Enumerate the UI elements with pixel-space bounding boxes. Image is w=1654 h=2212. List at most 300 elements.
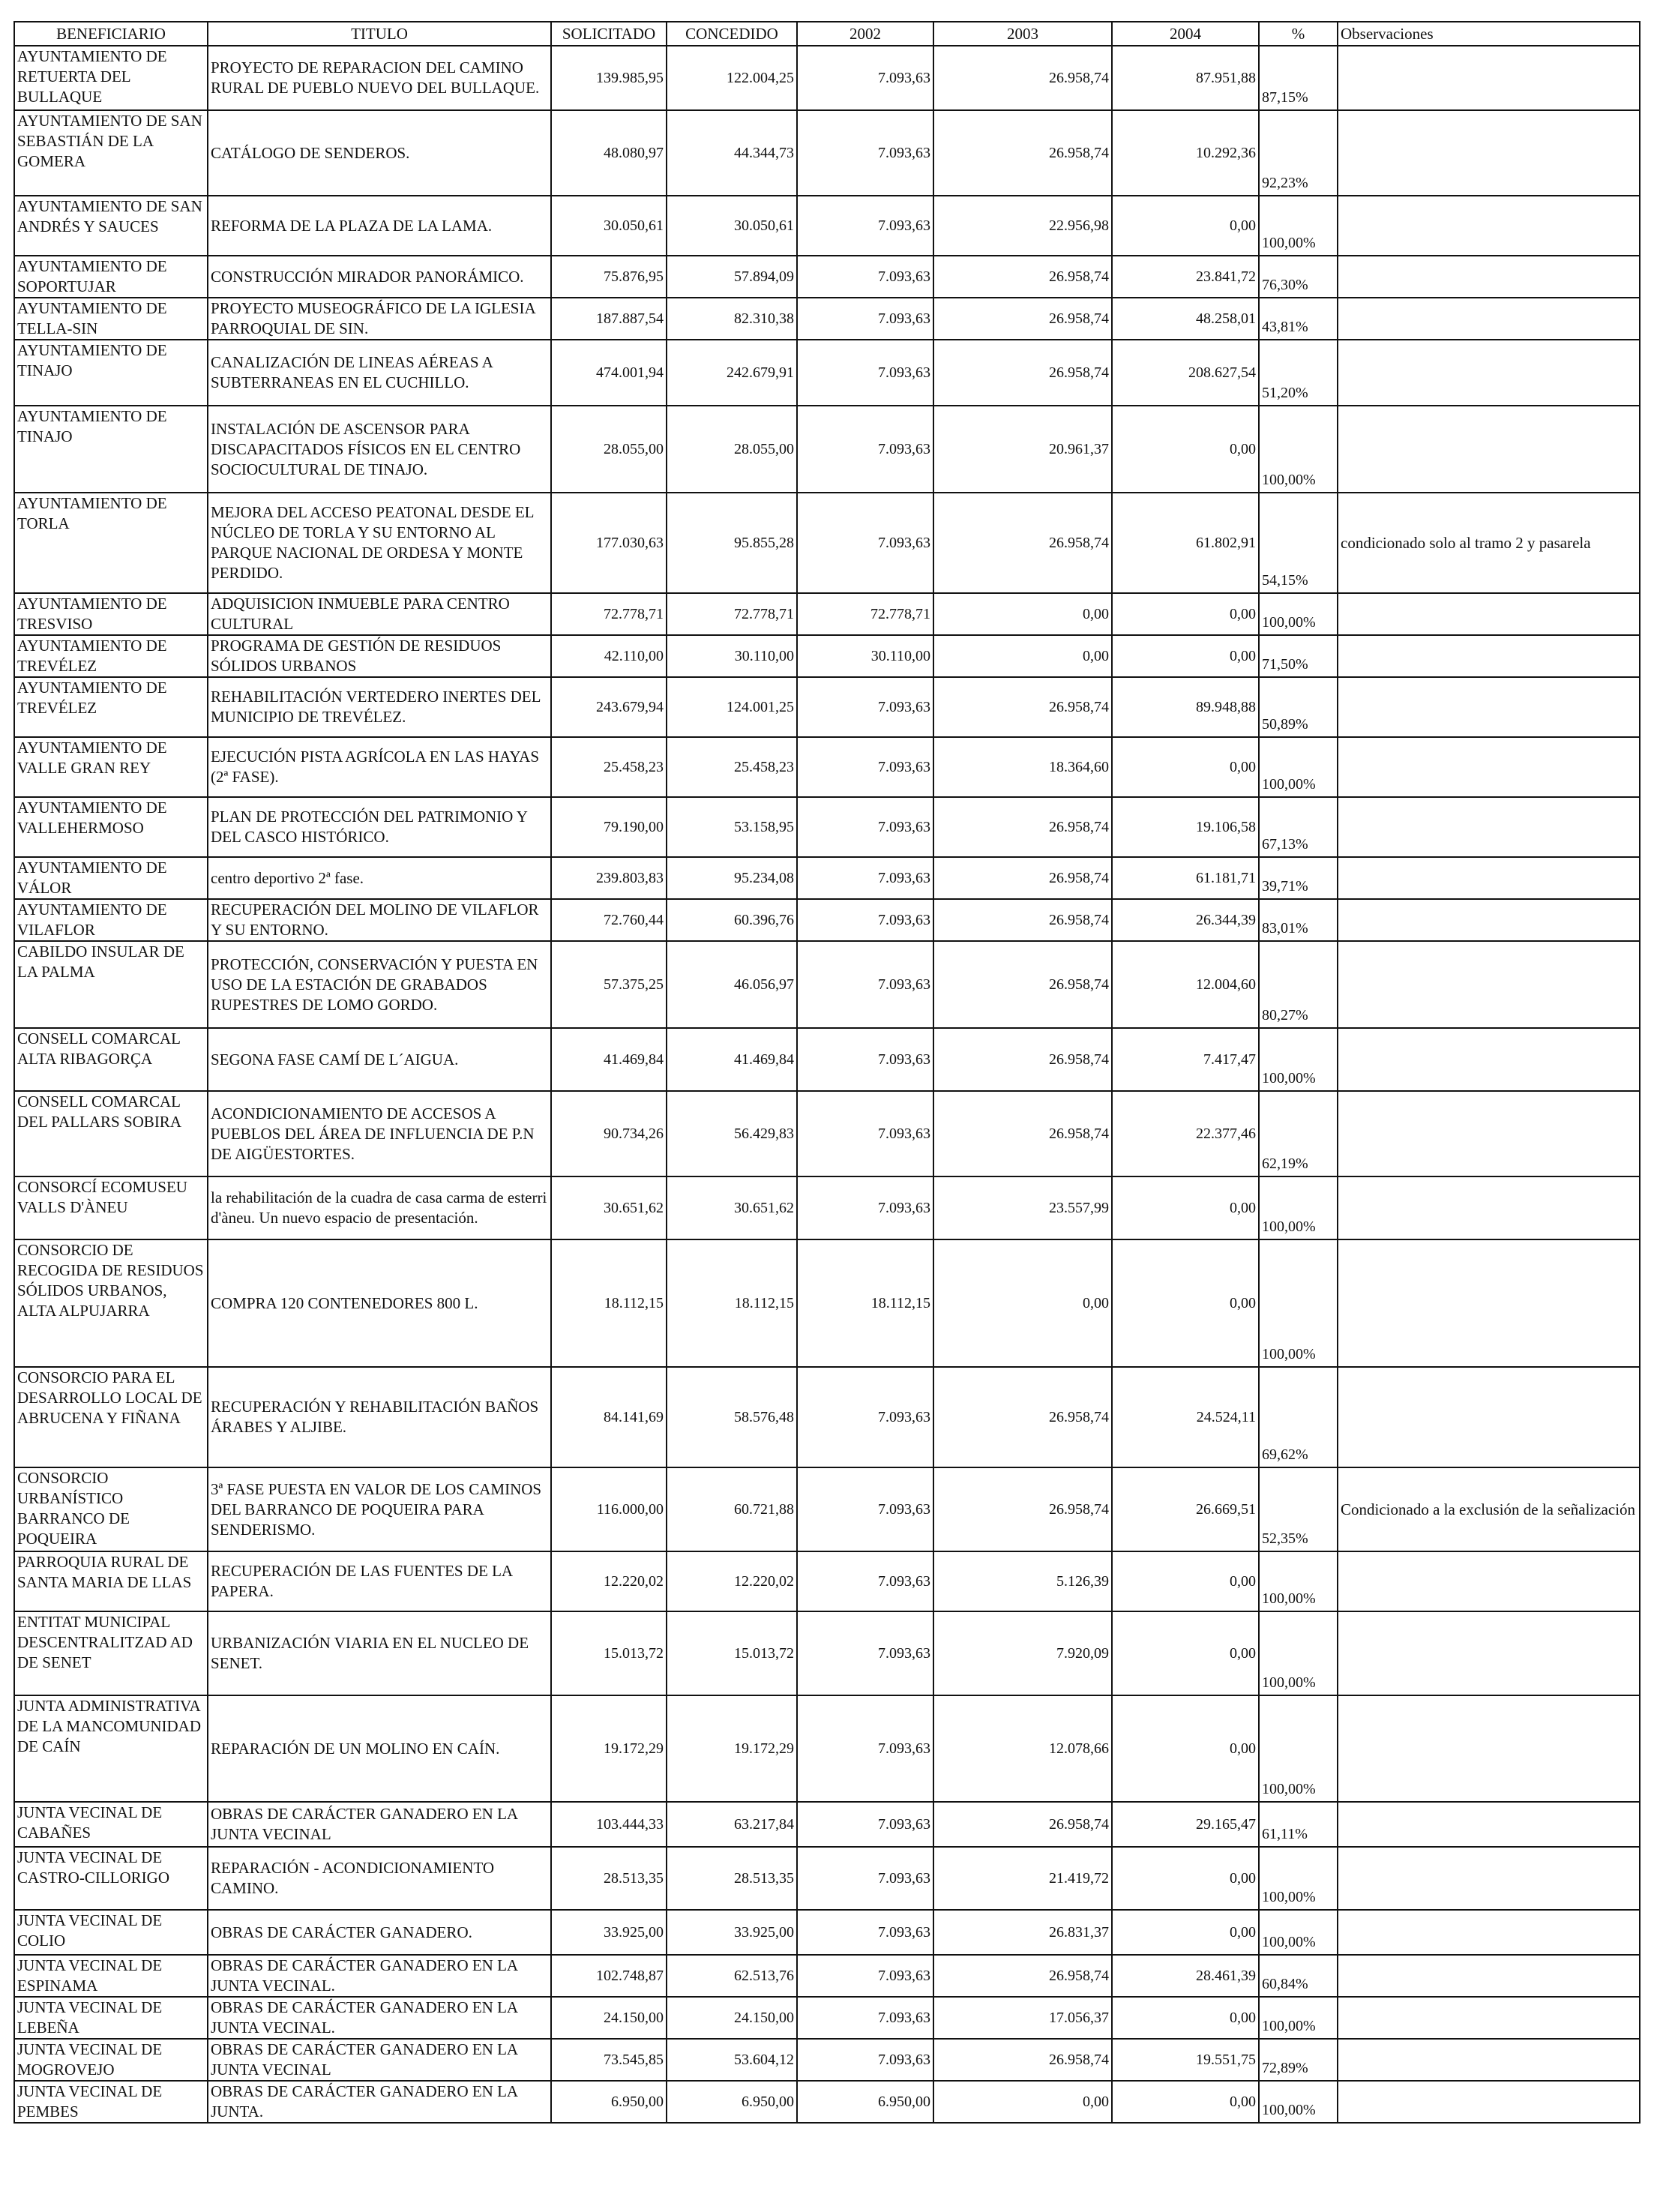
- cell-concedido: 44.344,73: [667, 110, 797, 196]
- cell-percent: 100,00%: [1259, 2081, 1338, 2123]
- cell-2002: 7.093,63: [797, 899, 933, 941]
- cell-observaciones: [1338, 1695, 1640, 1802]
- cell-observaciones: [1338, 1091, 1640, 1176]
- cell-beneficiario: JUNTA ADMINISTRATIVA DE LA MANCOMUNIDAD DE CAÍN: [14, 1695, 208, 1802]
- cell-2004: 61.181,71: [1112, 857, 1259, 899]
- cell-percent: 100,00%: [1259, 1910, 1338, 1955]
- cell-observaciones: [1338, 46, 1640, 110]
- header-beneficiario: BENEFICIARIO: [14, 22, 208, 46]
- cell-beneficiario: ENTITAT MUNICIPAL DESCENTRALITZAD AD DE SENET: [14, 1611, 208, 1695]
- cell-observaciones: [1338, 635, 1640, 677]
- cell-beneficiario: JUNTA VECINAL DE CASTRO-CILLORIGO: [14, 1847, 208, 1910]
- table-row: [14, 406, 1640, 493]
- cell-concedido: 53.604,12: [667, 2039, 797, 2081]
- cell-solicitado: 243.679,94: [551, 677, 667, 737]
- cell-concedido: 53.158,95: [667, 797, 797, 857]
- cell-observaciones: [1338, 196, 1640, 256]
- cell-solicitado: 48.080,97: [551, 110, 667, 196]
- cell-titulo: PLAN DE PROTECCIÓN DEL PATRIMONIO Y DEL CASCO HISTÓRICO.: [208, 797, 551, 857]
- cell-observaciones: [1338, 1847, 1640, 1910]
- cell-2002: 7.093,63: [797, 1611, 933, 1695]
- cell-2004: 7.417,47: [1112, 1028, 1259, 1091]
- cell-2003: 21.419,72: [933, 1847, 1112, 1910]
- cell-beneficiario: AYUNTAMIENTO DE TINAJO: [14, 406, 208, 493]
- cell-concedido: 15.013,72: [667, 1611, 797, 1695]
- cell-observaciones: [1338, 1955, 1640, 1997]
- cell-concedido: 58.576,48: [667, 1367, 797, 1467]
- cell-percent: 51,20%: [1259, 340, 1338, 406]
- cell-2004: 0,00: [1112, 406, 1259, 493]
- header-2002: 2002: [797, 22, 933, 46]
- cell-2004: 0,00: [1112, 1611, 1259, 1695]
- cell-beneficiario: JUNTA VECINAL DE MOGROVEJO: [14, 2039, 208, 2081]
- cell-beneficiario: AYUNTAMIENTO DE TRESVISO: [14, 593, 208, 635]
- cell-2003: 26.958,74: [933, 941, 1112, 1028]
- cell-beneficiario: JUNTA VECINAL DE CABAÑES: [14, 1802, 208, 1847]
- cell-2004: 89.948,88: [1112, 677, 1259, 737]
- cell-percent: 83,01%: [1259, 899, 1338, 941]
- table-row: [14, 1955, 1640, 1997]
- cell-solicitado: 84.141,69: [551, 1367, 667, 1467]
- cell-2002: 7.093,63: [797, 298, 933, 340]
- header-observaciones: Observaciones: [1338, 22, 1640, 46]
- cell-solicitado: 30.651,62: [551, 1176, 667, 1239]
- cell-titulo: 3ª FASE PUESTA EN VALOR DE LOS CAMINOS DEL BARRANCO DE POQUEIRA PARA SENDERISMO.: [208, 1467, 551, 1551]
- cell-solicitado: 41.469,84: [551, 1028, 667, 1091]
- cell-beneficiario: AYUNTAMIENTO DE TORLA: [14, 493, 208, 593]
- cell-percent: 100,00%: [1259, 1695, 1338, 1802]
- table-row: [14, 1176, 1640, 1239]
- cell-2003: 26.958,74: [933, 677, 1112, 737]
- cell-beneficiario: AYUNTAMIENTO DE TINAJO: [14, 340, 208, 406]
- cell-observaciones: [1338, 406, 1640, 493]
- cell-concedido: 60.396,76: [667, 899, 797, 941]
- header-2003: 2003: [933, 22, 1112, 46]
- cell-percent: 71,50%: [1259, 635, 1338, 677]
- cell-percent: 52,35%: [1259, 1467, 1338, 1551]
- cell-percent: 87,15%: [1259, 46, 1338, 110]
- cell-percent: 39,71%: [1259, 857, 1338, 899]
- cell-solicitado: 116.000,00: [551, 1467, 667, 1551]
- cell-solicitado: 42.110,00: [551, 635, 667, 677]
- cell-percent: 50,89%: [1259, 677, 1338, 737]
- cell-percent: 100,00%: [1259, 737, 1338, 797]
- cell-concedido: 12.220,02: [667, 1551, 797, 1611]
- cell-2002: 7.093,63: [797, 1847, 933, 1910]
- cell-percent: 43,81%: [1259, 298, 1338, 340]
- cell-solicitado: 28.055,00: [551, 406, 667, 493]
- cell-beneficiario: AYUNTAMIENTO DE VILAFLOR: [14, 899, 208, 941]
- cell-2002: 72.778,71: [797, 593, 933, 635]
- cell-titulo: REHABILITACIÓN VERTEDERO INERTES DEL MUNICIPIO DE TREVÉLEZ.: [208, 677, 551, 737]
- cell-2002: 7.093,63: [797, 196, 933, 256]
- table-row: [14, 1695, 1640, 1802]
- cell-2003: 17.056,37: [933, 1997, 1112, 2039]
- table-row: [14, 2039, 1640, 2081]
- cell-solicitado: 73.545,85: [551, 2039, 667, 2081]
- cell-2004: 87.951,88: [1112, 46, 1259, 110]
- cell-2002: 7.093,63: [797, 1467, 933, 1551]
- cell-beneficiario: AYUNTAMIENTO DE RETUERTA DEL BULLAQUE: [14, 46, 208, 110]
- cell-2004: 22.377,46: [1112, 1091, 1259, 1176]
- cell-observaciones: [1338, 1910, 1640, 1955]
- cell-titulo: ADQUISICION INMUEBLE PARA CENTRO CULTURAL: [208, 593, 551, 635]
- cell-2002: 30.110,00: [797, 635, 933, 677]
- cell-solicitado: 139.985,95: [551, 46, 667, 110]
- cell-2002: 7.093,63: [797, 1176, 933, 1239]
- cell-titulo: PROGRAMA DE GESTIÓN DE RESIDUOS SÓLIDOS URBANOS: [208, 635, 551, 677]
- cell-2003: 26.958,74: [933, 1028, 1112, 1091]
- cell-beneficiario: CONSORCÍ ECOMUSEU VALLS D'ÀNEU: [14, 1176, 208, 1239]
- cell-solicitado: 75.876,95: [551, 256, 667, 298]
- cell-2003: 26.958,74: [933, 46, 1112, 110]
- cell-2002: 7.093,63: [797, 493, 933, 593]
- cell-percent: 100,00%: [1259, 1611, 1338, 1695]
- cell-observaciones: [1338, 1611, 1640, 1695]
- cell-beneficiario: PARROQUIA RURAL DE SANTA MARIA DE LLAS: [14, 1551, 208, 1611]
- cell-titulo: INSTALACIÓN DE ASCENSOR PARA DISCAPACITADOS FÍSICOS EN EL CENTRO SOCIOCULTURAL DE TINAJO.: [208, 406, 551, 493]
- table-row: [14, 1239, 1640, 1367]
- cell-concedido: 24.150,00: [667, 1997, 797, 2039]
- cell-2003: 0,00: [933, 1239, 1112, 1367]
- cell-observaciones: Condicionado a la exclusión de la señalización: [1338, 1467, 1640, 1551]
- table-row: [14, 899, 1640, 941]
- table-row: [14, 1997, 1640, 2039]
- table-row: [14, 196, 1640, 256]
- cell-percent: 100,00%: [1259, 1176, 1338, 1239]
- subsidy-table: [13, 21, 1641, 2124]
- cell-2004: 48.258,01: [1112, 298, 1259, 340]
- cell-2003: 0,00: [933, 635, 1112, 677]
- cell-2003: 26.958,74: [933, 1091, 1112, 1176]
- cell-2004: 10.292,36: [1112, 110, 1259, 196]
- cell-observaciones: [1338, 1028, 1640, 1091]
- cell-concedido: 95.855,28: [667, 493, 797, 593]
- cell-solicitado: 24.150,00: [551, 1997, 667, 2039]
- cell-concedido: 242.679,91: [667, 340, 797, 406]
- cell-2002: 7.093,63: [797, 110, 933, 196]
- cell-concedido: 95.234,08: [667, 857, 797, 899]
- cell-titulo: REFORMA DE LA PLAZA DE LA LAMA.: [208, 196, 551, 256]
- cell-beneficiario: AYUNTAMIENTO DE SAN ANDRÉS Y SAUCES: [14, 196, 208, 256]
- cell-concedido: 6.950,00: [667, 2081, 797, 2123]
- cell-concedido: 28.513,35: [667, 1847, 797, 1910]
- cell-2004: 0,00: [1112, 2081, 1259, 2123]
- cell-observaciones: [1338, 256, 1640, 298]
- header-titulo: TITULO: [208, 22, 551, 46]
- cell-titulo: la rehabilitación de la cuadra de casa carma de esterri d'àneu. Un nuevo espacio de presentación.: [208, 1176, 551, 1239]
- cell-solicitado: 72.760,44: [551, 899, 667, 941]
- table-row: [14, 256, 1640, 298]
- cell-2004: 0,00: [1112, 1176, 1259, 1239]
- table-row: [14, 635, 1640, 677]
- cell-concedido: 57.894,09: [667, 256, 797, 298]
- cell-2003: 26.958,74: [933, 1955, 1112, 1997]
- cell-solicitado: 90.734,26: [551, 1091, 667, 1176]
- cell-2004: 29.165,47: [1112, 1802, 1259, 1847]
- cell-percent: 62,19%: [1259, 1091, 1338, 1176]
- cell-solicitado: 19.172,29: [551, 1695, 667, 1802]
- cell-2004: 0,00: [1112, 593, 1259, 635]
- cell-percent: 60,84%: [1259, 1955, 1338, 1997]
- cell-concedido: 46.056,97: [667, 941, 797, 1028]
- cell-2003: 26.958,74: [933, 110, 1112, 196]
- cell-2003: 0,00: [933, 593, 1112, 635]
- cell-concedido: 122.004,25: [667, 46, 797, 110]
- table-row: [14, 1802, 1640, 1847]
- table-row: [14, 1467, 1640, 1551]
- cell-2004: 24.524,11: [1112, 1367, 1259, 1467]
- cell-2003: 26.958,74: [933, 857, 1112, 899]
- cell-2002: 7.093,63: [797, 1551, 933, 1611]
- cell-observaciones: [1338, 1367, 1640, 1467]
- table-row: [14, 1551, 1640, 1611]
- cell-titulo: EJECUCIÓN PISTA AGRÍCOLA EN LAS HAYAS (2ª FASE).: [208, 737, 551, 797]
- cell-2002: 7.093,63: [797, 1367, 933, 1467]
- cell-2004: 0,00: [1112, 196, 1259, 256]
- cell-2004: 0,00: [1112, 635, 1259, 677]
- cell-2002: 6.950,00: [797, 2081, 933, 2123]
- cell-concedido: 25.458,23: [667, 737, 797, 797]
- cell-2002: 7.093,63: [797, 1802, 933, 1847]
- cell-titulo: OBRAS DE CARÁCTER GANADERO.: [208, 1910, 551, 1955]
- cell-2002: 7.093,63: [797, 797, 933, 857]
- cell-2003: 7.920,09: [933, 1611, 1112, 1695]
- cell-titulo: OBRAS DE CARÁCTER GANADERO EN LA JUNTA VECINAL.: [208, 1955, 551, 1997]
- cell-observaciones: [1338, 677, 1640, 737]
- cell-2003: 26.958,74: [933, 298, 1112, 340]
- cell-titulo: URBANIZACIÓN VIARIA EN EL NUCLEO DE SENET.: [208, 1611, 551, 1695]
- cell-observaciones: [1338, 1176, 1640, 1239]
- cell-2004: 0,00: [1112, 1695, 1259, 1802]
- header-concedido: CONCEDIDO: [667, 22, 797, 46]
- cell-concedido: 56.429,83: [667, 1091, 797, 1176]
- cell-titulo: MEJORA DEL ACCESO PEATONAL DESDE EL NÚCLEO DE TORLA Y SU ENTORNO AL PARQUE NACIONAL DE ORDESA Y MONTE PERDIDO.: [208, 493, 551, 593]
- cell-concedido: 33.925,00: [667, 1910, 797, 1955]
- cell-concedido: 124.001,25: [667, 677, 797, 737]
- cell-2004: 19.106,58: [1112, 797, 1259, 857]
- cell-concedido: 41.469,84: [667, 1028, 797, 1091]
- cell-2002: 7.093,63: [797, 737, 933, 797]
- cell-2004: 0,00: [1112, 1910, 1259, 1955]
- cell-2004: 61.802,91: [1112, 493, 1259, 593]
- cell-2003: 0,00: [933, 2081, 1112, 2123]
- table-row: [14, 46, 1640, 110]
- cell-titulo: ACONDICIONAMIENTO DE ACCESOS A PUEBLOS DEL ÁREA DE INFLUENCIA DE P.N DE AIGÜESTORTES.: [208, 1091, 551, 1176]
- cell-concedido: 82.310,38: [667, 298, 797, 340]
- cell-observaciones: [1338, 737, 1640, 797]
- cell-solicitado: 18.112,15: [551, 1239, 667, 1367]
- cell-beneficiario: CONSELL COMARCAL DEL PALLARS SOBIRA: [14, 1091, 208, 1176]
- table-row: [14, 677, 1640, 737]
- cell-solicitado: 72.778,71: [551, 593, 667, 635]
- cell-solicitado: 6.950,00: [551, 2081, 667, 2123]
- cell-percent: 100,00%: [1259, 1239, 1338, 1367]
- cell-titulo: REPARACIÓN - ACONDICIONAMIENTO CAMINO.: [208, 1847, 551, 1910]
- table-row: [14, 1091, 1640, 1176]
- table-row: [14, 857, 1640, 899]
- cell-percent: 100,00%: [1259, 1551, 1338, 1611]
- cell-2004: 0,00: [1112, 1847, 1259, 1910]
- cell-titulo: CATÁLOGO DE SENDEROS.: [208, 110, 551, 196]
- cell-2003: 26.958,74: [933, 340, 1112, 406]
- cell-titulo: PROTECCIÓN, CONSERVACIÓN Y PUESTA EN USO DE LA ESTACIÓN DE GRABADOS RUPESTRES DE LOMO GORDO.: [208, 941, 551, 1028]
- cell-beneficiario: CONSELL COMARCAL ALTA RIBAGORÇA: [14, 1028, 208, 1091]
- cell-2004: 19.551,75: [1112, 2039, 1259, 2081]
- cell-observaciones: [1338, 899, 1640, 941]
- cell-titulo: OBRAS DE CARÁCTER GANADERO EN LA JUNTA VECINAL.: [208, 1997, 551, 2039]
- cell-beneficiario: CABILDO INSULAR DE LA PALMA: [14, 941, 208, 1028]
- header-2004: 2004: [1112, 22, 1259, 46]
- cell-beneficiario: JUNTA VECINAL DE PEMBES: [14, 2081, 208, 2123]
- cell-observaciones: condicionado solo al tramo 2 y pasarela: [1338, 493, 1640, 593]
- cell-percent: 67,13%: [1259, 797, 1338, 857]
- cell-concedido: 62.513,76: [667, 1955, 797, 1997]
- cell-solicitado: 102.748,87: [551, 1955, 667, 1997]
- cell-beneficiario: CONSORCIO PARA EL DESARROLLO LOCAL DE ABRUCENA Y FIÑANA: [14, 1367, 208, 1467]
- cell-2004: 26.669,51: [1112, 1467, 1259, 1551]
- cell-solicitado: 177.030,63: [551, 493, 667, 593]
- cell-2004: 0,00: [1112, 737, 1259, 797]
- cell-concedido: 28.055,00: [667, 406, 797, 493]
- table-row: [14, 1611, 1640, 1695]
- cell-solicitado: 30.050,61: [551, 196, 667, 256]
- cell-2003: 18.364,60: [933, 737, 1112, 797]
- cell-2002: 18.112,15: [797, 1239, 933, 1367]
- cell-beneficiario: AYUNTAMIENTO DE TELLA-SIN: [14, 298, 208, 340]
- cell-percent: 80,27%: [1259, 941, 1338, 1028]
- cell-2003: 26.958,74: [933, 256, 1112, 298]
- cell-concedido: 30.050,61: [667, 196, 797, 256]
- cell-percent: 100,00%: [1259, 406, 1338, 493]
- cell-observaciones: [1338, 1551, 1640, 1611]
- cell-titulo: OBRAS DE CARÁCTER GANADERO EN LA JUNTA VECINAL: [208, 2039, 551, 2081]
- cell-titulo: RECUPERACIÓN Y REHABILITACIÓN BAÑOS ÁRABES Y ALJIBE.: [208, 1367, 551, 1467]
- cell-percent: 54,15%: [1259, 493, 1338, 593]
- table-row: [14, 493, 1640, 593]
- cell-solicitado: 474.001,94: [551, 340, 667, 406]
- cell-beneficiario: AYUNTAMIENTO DE TREVÉLEZ: [14, 677, 208, 737]
- table-row: [14, 1028, 1640, 1091]
- cell-titulo: PROYECTO DE REPARACION DEL CAMINO RURAL DE PUEBLO NUEVO DEL BULLAQUE.: [208, 46, 551, 110]
- cell-2003: 26.958,74: [933, 797, 1112, 857]
- cell-titulo: RECUPERACIÓN DE LAS FUENTES DE LA PAPERA.: [208, 1551, 551, 1611]
- cell-observaciones: [1338, 1802, 1640, 1847]
- cell-percent: 100,00%: [1259, 1028, 1338, 1091]
- cell-percent: 76,30%: [1259, 256, 1338, 298]
- cell-2004: 0,00: [1112, 1239, 1259, 1367]
- cell-beneficiario: JUNTA VECINAL DE LEBEÑA: [14, 1997, 208, 2039]
- cell-solicitado: 239.803,83: [551, 857, 667, 899]
- cell-2002: 7.093,63: [797, 1028, 933, 1091]
- cell-2004: 0,00: [1112, 1551, 1259, 1611]
- cell-2003: 26.958,74: [933, 899, 1112, 941]
- header-percent: %: [1259, 22, 1338, 46]
- table-row: [14, 797, 1640, 857]
- cell-percent: 72,89%: [1259, 2039, 1338, 2081]
- table-body: [14, 46, 1640, 2123]
- table-row: [14, 298, 1640, 340]
- cell-beneficiario: AYUNTAMIENTO DE SOPORTUJAR: [14, 256, 208, 298]
- cell-2003: 20.961,37: [933, 406, 1112, 493]
- cell-solicitado: 57.375,25: [551, 941, 667, 1028]
- cell-observaciones: [1338, 857, 1640, 899]
- cell-solicitado: 103.444,33: [551, 1802, 667, 1847]
- cell-titulo: RECUPERACIÓN DEL MOLINO DE VILAFLOR Y SU ENTORNO.: [208, 899, 551, 941]
- cell-titulo: COMPRA 120 CONTENEDORES 800 L.: [208, 1239, 551, 1367]
- cell-beneficiario: JUNTA VECINAL DE COLIO: [14, 1910, 208, 1955]
- cell-beneficiario: AYUNTAMIENTO DE SAN SEBASTIÁN DE LA GOMERA: [14, 110, 208, 196]
- cell-2004: 23.841,72: [1112, 256, 1259, 298]
- cell-beneficiario: CONSORCIO URBANÍSTICO BARRANCO DE POQUEIRA: [14, 1467, 208, 1551]
- cell-observaciones: [1338, 340, 1640, 406]
- cell-percent: 69,62%: [1259, 1367, 1338, 1467]
- cell-2002: 7.093,63: [797, 340, 933, 406]
- table-row: [14, 1910, 1640, 1955]
- header-row: [14, 22, 1640, 46]
- cell-titulo: CONSTRUCCIÓN MIRADOR PANORÁMICO.: [208, 256, 551, 298]
- cell-solicitado: 79.190,00: [551, 797, 667, 857]
- cell-beneficiario: AYUNTAMIENTO DE TREVÉLEZ: [14, 635, 208, 677]
- cell-2003: 26.958,74: [933, 493, 1112, 593]
- cell-2002: 7.093,63: [797, 941, 933, 1028]
- cell-concedido: 30.651,62: [667, 1176, 797, 1239]
- cell-solicitado: 33.925,00: [551, 1910, 667, 1955]
- cell-solicitado: 187.887,54: [551, 298, 667, 340]
- cell-observaciones: [1338, 1239, 1640, 1367]
- cell-percent: 100,00%: [1259, 593, 1338, 635]
- cell-2004: 12.004,60: [1112, 941, 1259, 1028]
- cell-2002: 7.093,63: [797, 46, 933, 110]
- table-row: [14, 1847, 1640, 1910]
- cell-observaciones: [1338, 1997, 1640, 2039]
- cell-2003: 26.831,37: [933, 1910, 1112, 1955]
- table-row: [14, 941, 1640, 1028]
- cell-percent: 100,00%: [1259, 1997, 1338, 2039]
- cell-beneficiario: AYUNTAMIENTO DE VALLEHERMOSO: [14, 797, 208, 857]
- cell-concedido: 18.112,15: [667, 1239, 797, 1367]
- cell-2003: 5.126,39: [933, 1551, 1112, 1611]
- table-row: [14, 110, 1640, 196]
- cell-2002: 7.093,63: [797, 406, 933, 493]
- cell-2002: 7.093,63: [797, 1091, 933, 1176]
- cell-titulo: SEGONA FASE CAMÍ DE L´AIGUA.: [208, 1028, 551, 1091]
- cell-2002: 7.093,63: [797, 857, 933, 899]
- cell-titulo: PROYECTO MUSEOGRÁFICO DE LA IGLESIA PARROQUIAL DE SIN.: [208, 298, 551, 340]
- cell-2002: 7.093,63: [797, 2039, 933, 2081]
- cell-concedido: 19.172,29: [667, 1695, 797, 1802]
- cell-concedido: 60.721,88: [667, 1467, 797, 1551]
- cell-2002: 7.093,63: [797, 1997, 933, 2039]
- cell-2004: 28.461,39: [1112, 1955, 1259, 1997]
- cell-solicitado: 12.220,02: [551, 1551, 667, 1611]
- cell-2002: 7.093,63: [797, 677, 933, 737]
- cell-2003: 12.078,66: [933, 1695, 1112, 1802]
- cell-2004: 208.627,54: [1112, 340, 1259, 406]
- cell-2003: 23.557,99: [933, 1176, 1112, 1239]
- cell-beneficiario: AYUNTAMIENTO DE VÁLOR: [14, 857, 208, 899]
- table-row: [14, 1367, 1640, 1467]
- table-row: [14, 737, 1640, 797]
- cell-percent: 61,11%: [1259, 1802, 1338, 1847]
- cell-solicitado: 25.458,23: [551, 737, 667, 797]
- cell-observaciones: [1338, 110, 1640, 196]
- header-solicitado: SOLICITADO: [551, 22, 667, 46]
- cell-observaciones: [1338, 941, 1640, 1028]
- cell-titulo: OBRAS DE CARÁCTER GANADERO EN LA JUNTA.: [208, 2081, 551, 2123]
- cell-2003: 26.958,74: [933, 1802, 1112, 1847]
- cell-2003: 26.958,74: [933, 2039, 1112, 2081]
